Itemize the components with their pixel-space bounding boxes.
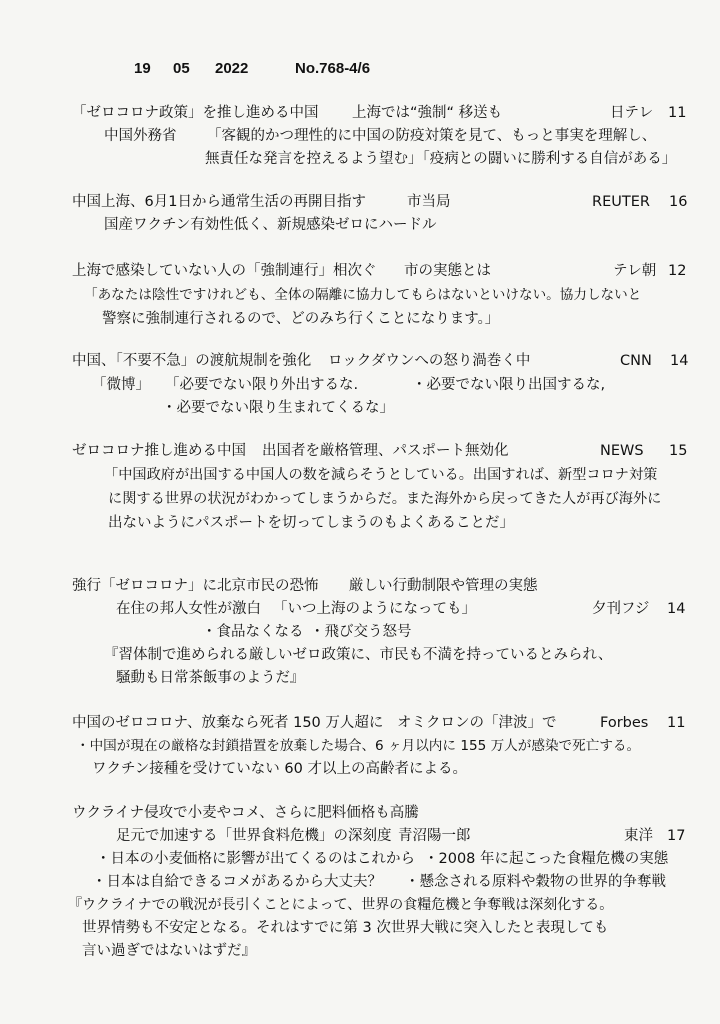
article-7-page: 11 (667, 715, 686, 731)
article-4-line-4: ・必要でない限り生まれてくるな」 (162, 400, 394, 416)
article-4-line-1: 「微博」 (92, 377, 150, 393)
article-6-line-1: 在住の邦人女性が激白 (116, 601, 261, 617)
header-day: 19 (134, 60, 151, 77)
article-4-headline-b: ロックダウンへの怒り渦巻く中 (328, 353, 531, 369)
article-4-headline-a: 中国、「不要不急」の渡航規制を強化 (72, 353, 312, 369)
article-8-headline-a: ウクライナ侵攻で小麦やコメ、さらに肥料価格も高騰 (72, 805, 419, 821)
article-3-page: 12 (668, 263, 687, 279)
article-4-line-2: 「必要でない限り外出するな. (165, 377, 359, 393)
article-8-line-1: 足元で加速する「世界食料危機」の深刻度 (116, 828, 392, 844)
article-8-line-3: ・日本の小麦価格に影響が出てくるのはこれから (96, 851, 415, 867)
article-5-line-2: に関する世界の状況がわかってしまうからだ。また海外から戻ってきた人が再び海外に (108, 491, 662, 507)
article-7-line-1: ・中国が現在の厳格な封鎖措置を放棄した場合、6 ヶ月以内に 155 万人が感染で死亡する。 (76, 738, 641, 754)
article-1-source: 日テレ (610, 105, 654, 121)
article-2-page: 16 (669, 194, 688, 210)
article-3-headline-a: 上海で感染していない人の「強制連行」相次ぐ (72, 263, 377, 279)
article-6-headline-b: 厳しい行動制限や管理の実態 (349, 578, 538, 594)
article-3-line-1: 「あなたは陰性ですけれども、全体の隔離に協力してもらはないといけない。協力しないと (84, 287, 642, 303)
article-8-source: 東洋 (624, 828, 653, 844)
article-6-line-5: 『習体制で進められる厳しいゼロ政策に、市民も不満を持っているとみられ、 (104, 647, 613, 663)
article-7-source: Forbes (600, 715, 649, 731)
article-6-line-2: 「いつ上海のようになっても」 (273, 601, 476, 617)
article-1-page: 11 (668, 105, 687, 121)
article-5-line-1: 「中国政府が出国する中国人の数を減らそうとしている。出国すれば、新型コロナ対策 (104, 467, 658, 483)
article-5-headline-b: 出国者を厳格管理、パスポート無効化 (262, 443, 509, 459)
article-5-page: 15 (669, 443, 688, 459)
article-5-source: NEWS (600, 443, 644, 459)
article-7-headline-a: 中国のゼロコロナ、放棄なら死者 150 万人超に (72, 715, 384, 731)
article-8-line-6: ・懸念される原料や穀物の世界的争奪戦 (405, 874, 666, 890)
article-6-line-6: 騒動も日常茶飯事のようだ』 (116, 670, 305, 686)
article-2-headline-a: 中国上海、6月1日から通常生活の再開目指す (72, 194, 366, 210)
article-1-line-2: 「客観的かつ理性的に中国の防疫対策を見て、もっと事実を理解し、 (207, 128, 657, 144)
article-7-line-2: ワクチン接種を受けていない 60 才以上の高齢者による。 (92, 761, 467, 777)
article-2-headline-b: 市当局 (407, 194, 451, 210)
article-6-source: 夕刊フジ (592, 601, 650, 617)
article-8-line-4: ・2008 年に起こった食糧危機の実態 (424, 851, 669, 867)
article-6-line-4: ・飛び交う怒号 (310, 624, 412, 640)
article-6-page: 14 (667, 601, 686, 617)
article-8-line-7: 『ウクライナでの戦況が長引くことによって、世界の食糧危機と争奪戦は深刻化する。 (68, 897, 614, 913)
article-4-page: 14 (670, 353, 689, 369)
article-8-line-5: ・日本は自給できるコメがあるから大丈夫？ (92, 874, 382, 890)
header-year: 2022 (215, 60, 249, 77)
article-2-line-1: 国産ワクチン有効性低く、新規感染ゼロにハードル (104, 217, 437, 233)
article-8-line-9: 言い過ぎではないはずだ』 (82, 943, 256, 959)
article-4-line-3: ・必要でない限り出国するな, (412, 377, 606, 393)
article-8-line-8: 世界情勢も不安定となる。それはすでに第 3 次世界大戦に突入したと表現しても (82, 920, 609, 936)
article-3-source: テレ朝 (613, 263, 657, 279)
article-3-headline-b: 市の実態とは (404, 263, 491, 279)
header-month: 05 (173, 60, 190, 77)
article-5-headline-a: ゼロコロナ推し進める中国 (72, 443, 246, 459)
article-6-line-3: ・食品なくなる (202, 624, 304, 640)
article-1-line-3: 無責任な発言を控えるよう望む」「疫病との闘いに勝利する自信がある」 (205, 151, 677, 167)
article-1-headline-a: 「ゼロコロナ政策」を推し進める中国 (72, 105, 319, 121)
header-issue-number: No.768-4/6 (295, 60, 371, 77)
article-3-line-2: 警察に強制連行されるので、どのみち行くことになります。」 (102, 311, 500, 327)
article-1-line-1: 中国外務省 (104, 128, 177, 144)
article-8-line-2: 青沼陽一郎 (398, 828, 471, 844)
article-1-headline-b: 上海では“強制“ 移送も (352, 105, 503, 121)
article-2-source: REUTER (592, 194, 650, 210)
article-7-headline-b: オミクロンの「津波」で (397, 715, 557, 731)
article-8-page: 17 (667, 828, 686, 844)
article-6-headline-a: 強行「ゼロコロナ」に北京市民の恐怖 (72, 578, 319, 594)
article-5-line-3: 出ないようにパスポートを切ってしまうのもよくあることだ」 (108, 515, 514, 531)
article-4-source: CNN (620, 353, 652, 369)
